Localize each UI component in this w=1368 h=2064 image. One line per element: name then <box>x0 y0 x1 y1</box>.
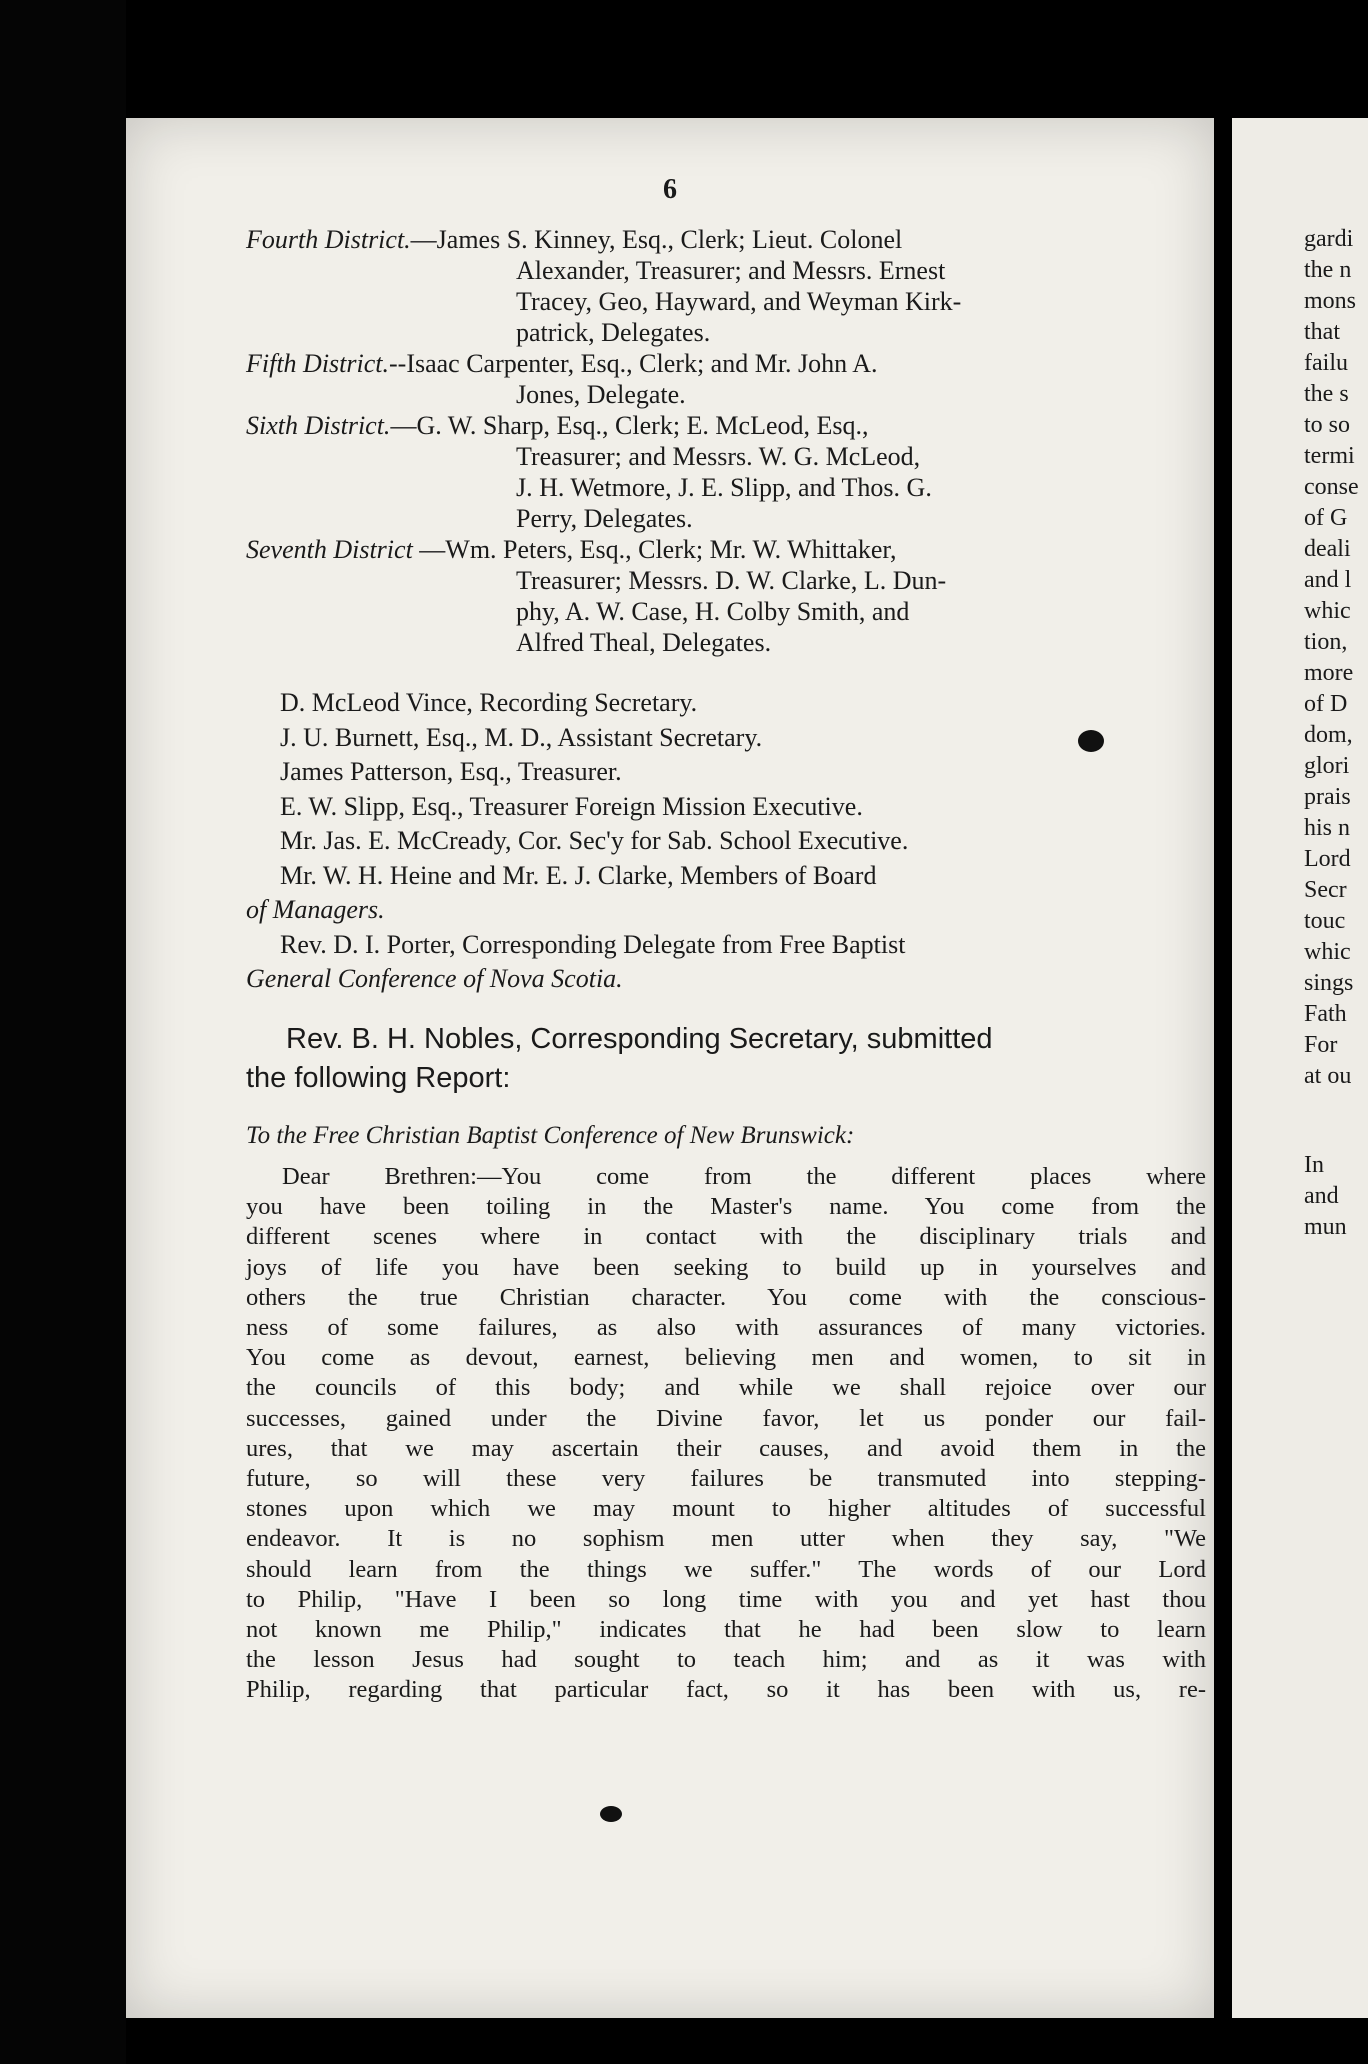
district-entry <box>246 410 1206 534</box>
district-line: Treasurer; Messrs. D. W. Clarke, L. Dun- <box>516 566 947 595</box>
fragment-line: his n <box>1304 815 1351 841</box>
adjacent-page-edge <box>1232 118 1368 2018</box>
fragment-line: to so <box>1304 412 1351 438</box>
fragment-line: Fath <box>1304 1001 1347 1027</box>
district-label: Fourth District. <box>246 225 411 254</box>
body-line: successes, gained under the Divine favor, let us ponder our fail- <box>246 1404 1206 1432</box>
body-line: ures, that we may ascertain their causes, and avoid them in the <box>246 1434 1206 1462</box>
fragment-line: that <box>1304 319 1340 345</box>
fragment-line: Lord <box>1304 846 1351 872</box>
fragment-line: glori <box>1304 753 1350 779</box>
officer-line: J. U. Burnett, Esq., M. D., Assistant Secretary. <box>280 722 763 752</box>
fragment-line: more <box>1304 660 1354 686</box>
fragment-line: dom, <box>1304 722 1353 748</box>
body-line: stones upon which we may mount to higher altitudes of successful <box>246 1495 1206 1523</box>
district-line: Alexander, Treasurer; and Messrs. Ernest <box>516 256 946 285</box>
fragment-line: and <box>1304 1183 1339 1209</box>
film-gutter <box>1214 0 1232 2064</box>
district-list <box>246 224 1206 658</box>
district-line: —Wm. Peters, Esq., Clerk; Mr. W. Whittaker, <box>412 535 897 564</box>
officer-list <box>246 686 1206 997</box>
district-line: phy, A. W. Case, H. Colby Smith, and <box>516 597 910 626</box>
body-line: future, so will these very failures be transmuted into stepping- <box>246 1465 1206 1493</box>
officer-line: D. McLeod Vince, Recording Secretary. <box>280 688 698 717</box>
officer-line: Mr. W. H. Heine and Mr. E. J. Clarke, Members of Board <box>280 860 877 890</box>
fragment-line: deali <box>1304 536 1351 562</box>
officer-line: of Managers. <box>246 895 385 924</box>
body-line: the lesson Jesus had sought to teach him; and as it was with <box>246 1646 1206 1674</box>
fragment-line: failu <box>1304 350 1348 376</box>
body-line: you have been toiling in the Master's name. You come from the <box>246 1193 1206 1221</box>
district-entry <box>246 534 1206 658</box>
officer-line: Mr. Jas. E. McCready, Cor. Sec'y for Sab. School Executive. <box>280 826 909 855</box>
body-line: endeavor. It is no sophism men utter when they say, "We <box>246 1525 1206 1553</box>
fragment-line: termi <box>1304 443 1355 469</box>
fragment-line: sings <box>1304 970 1354 996</box>
fragment-line: tion, <box>1304 629 1348 655</box>
ink-blot <box>1078 730 1104 752</box>
district-label: Seventh District <box>246 535 413 564</box>
district-line: Treasurer; and Messrs. W. G. McLeod, <box>516 442 921 471</box>
body-line: joys of life you have been seeking to build up in yourselves and <box>246 1253 1206 1281</box>
officer-line: James Patterson, Esq., Treasurer. <box>280 757 622 786</box>
district-line: —James S. Kinney, Esq., Clerk; Lieut. Colonel <box>410 225 903 254</box>
fragment-line: conse <box>1304 474 1359 500</box>
page-number: 6 <box>663 174 677 205</box>
body-line: Dear Brethren:—You come from the different places where <box>282 1163 1206 1190</box>
fragment-line: the n <box>1304 257 1352 283</box>
district-label: Fifth District. <box>246 349 389 378</box>
body-line: the councils of this body; and while we shall rejoice over our <box>246 1374 1206 1402</box>
fragment-line: whic <box>1304 939 1351 965</box>
film-border-left <box>0 0 126 2064</box>
ink-blot <box>600 1806 622 1822</box>
fragment-line: of D <box>1304 691 1348 717</box>
body-line: ness of some failures, as also with assurances of many victories. <box>246 1314 1206 1342</box>
fragment-line: mun <box>1304 1214 1347 1240</box>
report-intro <box>246 1020 1206 1098</box>
document-page <box>126 118 1214 2018</box>
report-body <box>246 1162 1206 1706</box>
district-entry <box>246 224 1206 348</box>
fragment-line: gardi <box>1304 226 1354 252</box>
fragment-line: whic <box>1304 598 1351 624</box>
district-line: --Isaac Carpenter, Esq., Clerk; and Mr. John A. <box>389 349 878 378</box>
officer-line: Rev. D. I. Porter, Corresponding Delegate from Free Baptist <box>280 929 906 959</box>
officer-line: E. W. Slipp, Esq., Treasurer Foreign Mission Executive. <box>280 791 863 821</box>
district-line: Alfred Theal, Delegates. <box>516 628 772 657</box>
report-intro-line: Rev. B. H. Nobles, Corresponding Secretary, submitted <box>286 1023 993 1055</box>
body-line: Philip, regarding that particular fact, so it has been with us, re- <box>246 1676 1206 1704</box>
fragment-line: In <box>1304 1152 1324 1178</box>
officer-line: General Conference of Nova Scotia. <box>246 964 623 993</box>
body-line: not known me Philip," indicates that he had been slow to learn <box>246 1616 1206 1644</box>
report-address: To the Free Christian Baptist Conference of New Brunswick: <box>246 1122 855 1149</box>
fragment-line: Secr <box>1304 877 1347 903</box>
fragment-line: of G <box>1304 505 1348 531</box>
body-line: You come as devout, earnest, believing men and women, to sit in <box>246 1344 1206 1372</box>
district-line: Perry, Delegates. <box>516 504 693 533</box>
fragment-line: For <box>1304 1032 1338 1058</box>
fragment-line: and l <box>1304 567 1352 593</box>
report-intro-line: the following Report: <box>246 1062 511 1094</box>
body-line: to Philip, "Have I been so long time with you and yet hast thou <box>246 1585 1206 1613</box>
body-line: others the true Christian character. You come with the conscious- <box>246 1283 1206 1311</box>
district-entry <box>246 348 1206 410</box>
district-line: —G. W. Sharp, Esq., Clerk; E. McLeod, Esq., <box>390 411 869 440</box>
fragment-line: touc <box>1304 908 1346 934</box>
fragment-line: at ou <box>1304 1063 1352 1089</box>
district-label: Sixth District. <box>246 411 391 440</box>
district-line: J. H. Wetmore, J. E. Slipp, and Thos. G. <box>516 473 932 502</box>
fragment-line: mons <box>1304 288 1357 314</box>
district-line: Jones, Delegate. <box>516 380 686 409</box>
fragment-line: prais <box>1304 784 1351 810</box>
district-line: Tracey, Geo, Hayward, and Weyman Kirk- <box>516 287 962 316</box>
body-line: should learn from the things we suffer." The words of our Lord <box>246 1555 1206 1583</box>
body-line: different scenes where in contact with the disciplinary trials and <box>246 1223 1206 1251</box>
fragment-line: the s <box>1304 381 1349 407</box>
district-line: patrick, Delegates. <box>516 318 711 347</box>
